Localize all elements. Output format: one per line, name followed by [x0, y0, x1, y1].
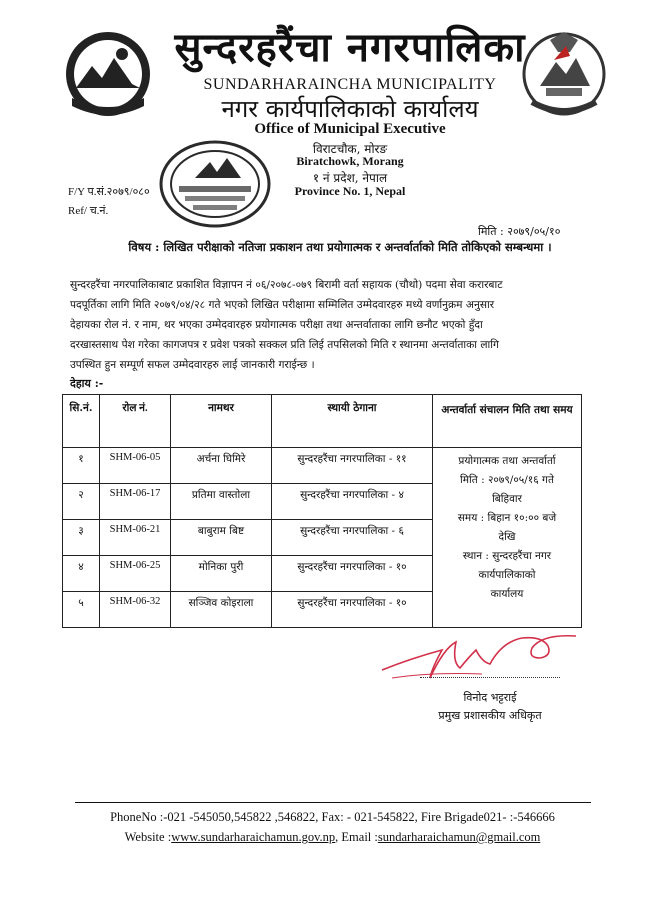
table-row [63, 448, 582, 484]
schedule-line: देखि [498, 531, 516, 543]
body-line: पदपूर्तिका लागि मिति २०७९/०४/२८ गते भएको लिखित परीक्षामा सम्मिलित उम्मेदवारहरु मध्ये वर्णानुक्रम अनुसार [70, 299, 495, 311]
schedule-line: कार्यालय [490, 588, 524, 600]
cell-roll: SHM-06-05 [100, 448, 171, 484]
address-nepali: विराटचौक, मोरङ [312, 142, 388, 156]
signatory-name: विनोद भट्टराई [463, 691, 517, 704]
cell-sn: १ [63, 448, 100, 484]
municipality-emblem-icon [62, 28, 154, 120]
footer-divider [75, 802, 591, 803]
letter-date: मिति : २०७९/०५/१० [478, 225, 561, 238]
municipality-name-nepali: सुन्दरहरैंचा नगरपालिका [174, 24, 526, 71]
cell-roll: SHM-06-17 [100, 484, 171, 520]
body-line: दरखास्तसाथ पेश गरेका कागजपत्र र प्रवेश पत्रको सक्कल प्रति लिई तपसिलको मिति र स्थानमा अन्तर्वाताका लागि [70, 339, 499, 351]
address-english: Biratchowk, Morang [296, 154, 404, 168]
table-header-row [63, 395, 582, 448]
schedule-line: मिति : २०७९/०५/१६ गते [460, 474, 554, 486]
footer-web [60, 830, 605, 845]
cell-sn: ३ [63, 520, 100, 556]
email-label: , Email : [335, 830, 378, 844]
cell-roll: SHM-06-25 [100, 556, 171, 592]
signatory-title: प्रमुख प्रशासकीय अधिकृत [438, 709, 542, 722]
header-roll: रोल नं. [100, 395, 171, 448]
cell-address: सुन्दरहरैंचा नगरपालिका - १० [272, 556, 433, 592]
body-line: सुन्दरहरैंचा नगरपालिकाबाट प्रकाशित विज्ञापन नं ०६/२०७८-०७९ बिरामी वर्ता सहायक (चौथो) पदमा सेवा करारबाट [70, 279, 503, 291]
schedule-line: समय : बिहान १०:०० बजे [457, 512, 557, 524]
cell-roll: SHM-06-32 [100, 592, 171, 628]
cell-address: सुन्दरहरैंचा नगरपालिका - ४ [272, 484, 433, 520]
cell-address: सुन्दरहरैंचा नगरपालिका - ११ [272, 448, 433, 484]
body-line: उपस्थित हुन सम्पूर्ण सफल उम्मेदवारहरु लाई जानकारी गराईन्छ । [70, 359, 315, 371]
office-name-english: Office of Municipal Executive [254, 121, 446, 137]
body-line: देहायका रोल नं. र नाम, थर भएका उम्मेदवारहरु प्रयोगात्मक परीक्षा तथा अन्तर्वाताका लागि छनौट भएको हुँदा [70, 319, 483, 331]
footer-contact: PhoneNo :-021 -545050,545822 ,546822, Fax: - 021-545822, Fire Brigade021- :-546666 [110, 810, 555, 824]
municipality-name-english: SUNDARHARAINCHA MUNICIPALITY [203, 76, 497, 93]
office-name-nepali: नगर कार्यपालिकाको कार्यालय [221, 95, 479, 123]
cell-name: अर्चना घिमिरे [171, 448, 272, 484]
cell-name: बाबुराम बिष्ट [171, 520, 272, 556]
subject-line: विषय : लिखित परीक्षाको नतिजा प्रकाशन तथा प्रयोगात्मक र अन्तर्वार्ताको मिति तोकिएको सम्बन्धमा । [128, 240, 552, 254]
cell-schedule [433, 448, 582, 628]
cell-sn: ४ [63, 556, 100, 592]
cell-roll: SHM-06-21 [100, 520, 171, 556]
header-schedule: अन्तर्वार्ता संचालन मिति तथा समय [433, 395, 582, 448]
handwritten-signature-icon [372, 628, 582, 688]
header-name: नामथर [171, 395, 272, 448]
following-label: देहाय :- [70, 377, 104, 390]
header-sn: सि.नं. [63, 395, 100, 448]
cell-sn: ५ [63, 592, 100, 628]
body-paragraph [70, 275, 582, 375]
schedule-line: प्रयोगात्मक तथा अन्तर्वार्ता [458, 455, 556, 467]
selected-candidates-table [62, 394, 582, 628]
cell-address: सुन्दरहरैंचा नगरपालिका - १० [272, 592, 433, 628]
cell-name: मोनिका पुरी [171, 556, 272, 592]
website-label: Website : [124, 830, 172, 844]
website-link[interactable]: www.sundarharaichamun.gov.np [171, 830, 336, 844]
signature-line [420, 677, 560, 678]
cell-name: सञ्जिव कोइराला [171, 592, 272, 628]
header-address: स्थायी ठेगाना [272, 395, 433, 448]
cell-name: प्रतिमा वास्तोला [171, 484, 272, 520]
cell-sn: २ [63, 484, 100, 520]
province-nepali: १ नं प्रदेश, नेपाल [312, 171, 388, 185]
email-link[interactable]: sundarharaichamun@gmail.com [377, 830, 541, 844]
schedule-line: स्थान : सुन्दरहरैंचा नगर [462, 550, 552, 562]
schedule-line: बिहिवार [492, 493, 522, 505]
schedule-line: कार्यपालिकाको [478, 569, 536, 581]
reference-number: Ref/ च.नं. [68, 205, 109, 217]
cell-address: सुन्दरहरैंचा नगरपालिका - ६ [272, 520, 433, 556]
fiscal-year: F/Y प.सं.२०७९/०८० [68, 186, 150, 198]
province-english: Province No. 1, Nepal [294, 184, 406, 198]
